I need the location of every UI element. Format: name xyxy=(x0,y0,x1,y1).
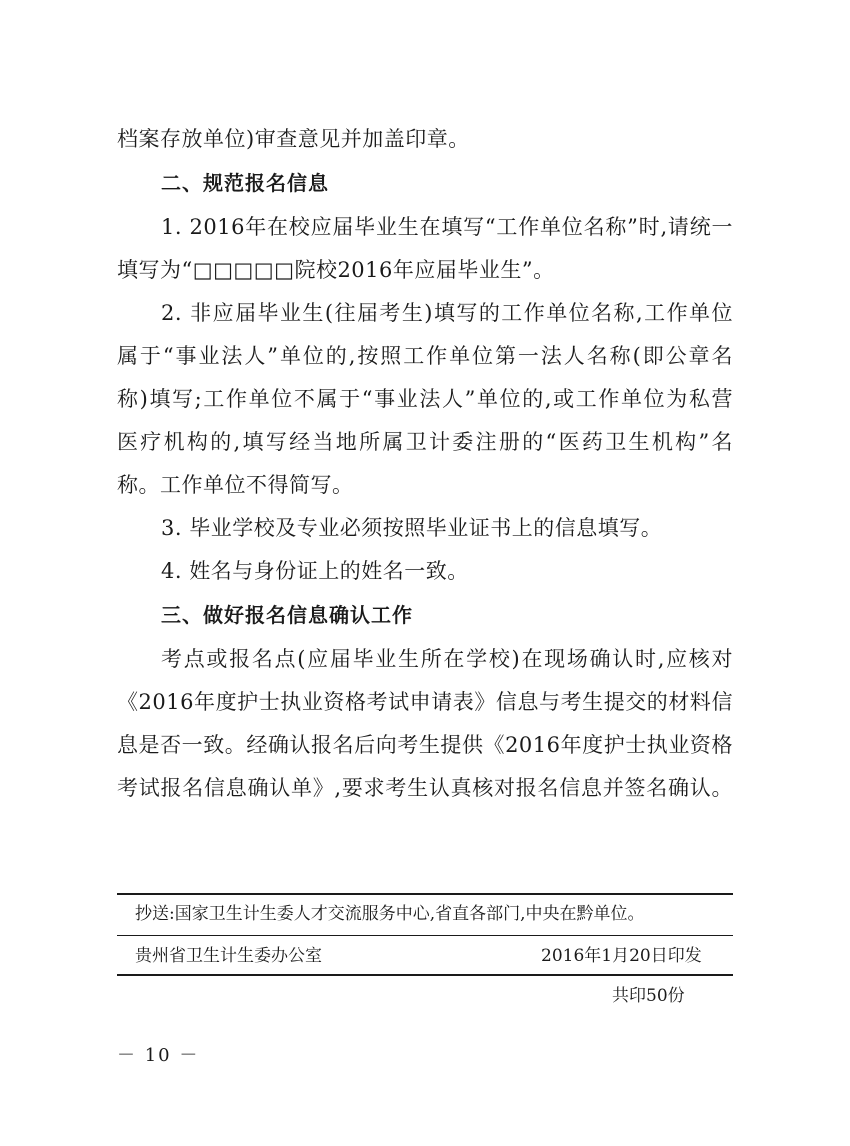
issuing-office: 贵州省卫生计生委办公室 xyxy=(135,946,322,966)
body-line: 档案存放单位)审查意见并加盖印章。 xyxy=(117,127,470,151)
body-line: 医疗机构的,填写经当地所属卫计委注册的“医药卫生机构”名 xyxy=(117,430,733,454)
footer-rule-middle xyxy=(117,935,733,936)
section-heading: 二、规范报名信息 xyxy=(161,171,329,195)
section-heading: 三、做好报名信息确认工作 xyxy=(161,603,413,627)
cc-recipients: 抄送:国家卫生计生委人才交流服务中心,省直各部门,中央在黔单位。 xyxy=(135,904,645,924)
body-line: 《2016年度护士执业资格考试申请表》信息与考生提交的材料信 xyxy=(117,690,733,714)
body-line: 称。工作单位不得简写。 xyxy=(117,473,354,497)
footer-rule-top xyxy=(117,893,733,895)
copy-count: 共印50份 xyxy=(612,986,685,1006)
page-number: － 10 － xyxy=(117,1045,200,1066)
body-line: 2. 非应届毕业生(往届考生)填写的工作单位名称,工作单位 xyxy=(161,301,733,325)
body-line: 填写为“□□□□□院校2016年应届毕业生”。 xyxy=(117,258,555,282)
body-line: 考点或报名点(应届毕业生所在学校)在现场确认时,应核对 xyxy=(161,647,733,671)
footer-rule-bottom xyxy=(117,974,733,976)
body-line: 息是否一致。经确认报名后向考生提供《2016年度护士执业资格 xyxy=(117,733,733,757)
body-line: 属于“事业法人”单位的,按照工作单位第一法人名称(即公章名 xyxy=(117,344,733,368)
body-line: 3. 毕业学校及专业必须按照毕业证书上的信息填写。 xyxy=(161,516,663,540)
body-line: 4. 姓名与身份证上的姓名一致。 xyxy=(161,559,469,583)
print-date: 2016年1月20日印发 xyxy=(541,946,702,966)
body-line: 1. 2016年在校应届毕业生在填写“工作单位名称”时,请统一 xyxy=(161,215,733,239)
body-line: 考试报名信息确认单》,要求考生认真核对报名信息并签名确认。 xyxy=(117,776,733,800)
body-line: 称)填写;工作单位不属于“事业法人”单位的,或工作单位为私营 xyxy=(117,387,733,411)
